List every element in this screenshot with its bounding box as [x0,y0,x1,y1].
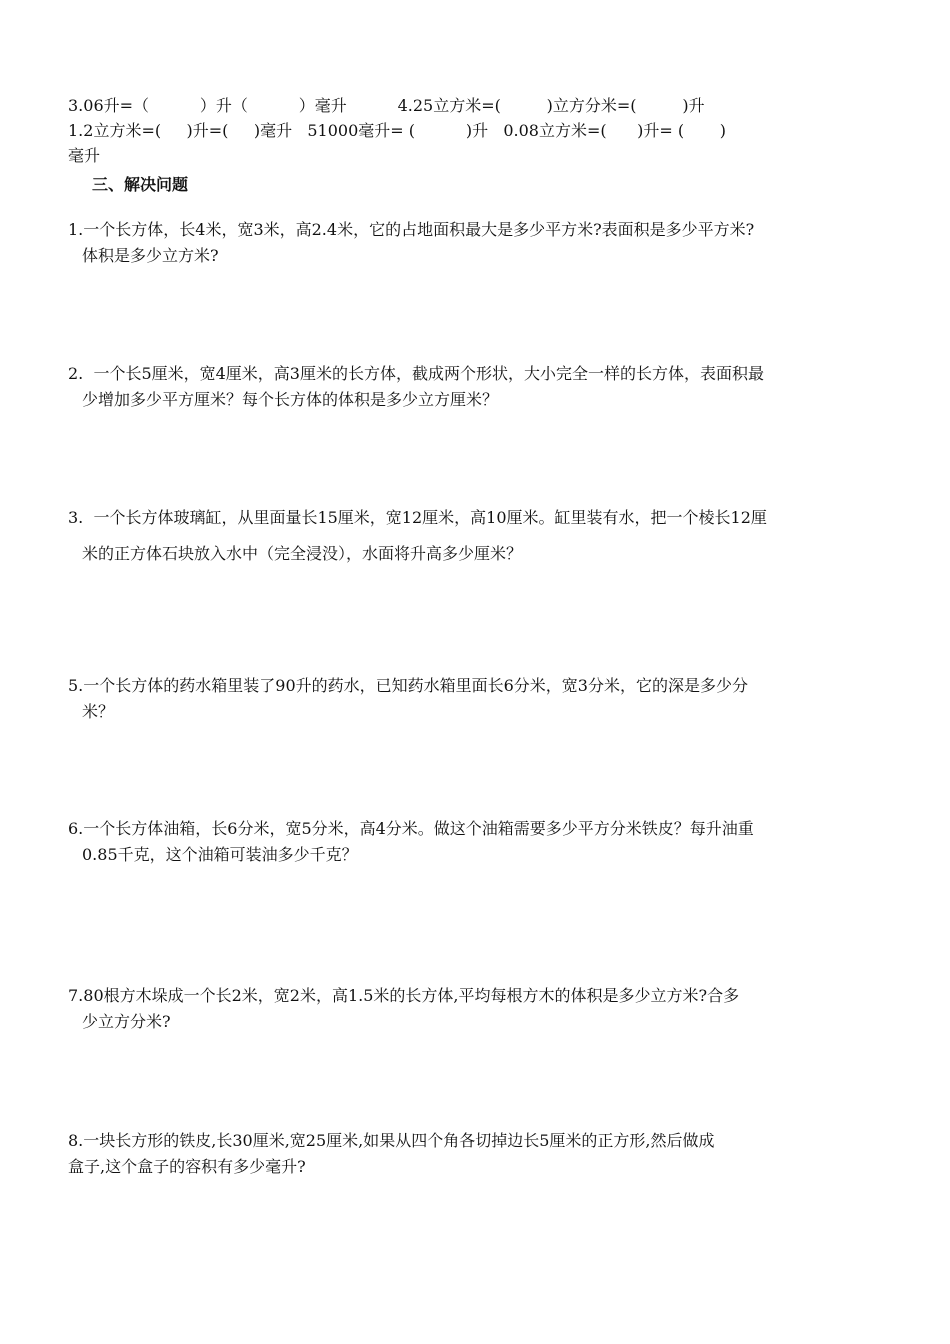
problem-1 [68,217,898,269]
problem-8-line-1: 8.一块长方形的铁皮,长30厘米,宽25厘米,如果从四个角各切掉边长5厘米的正方形,然后做成 [68,1131,715,1150]
conversion-line-1: 3.06升=（ ）升（ ）毫升 4.25立方米=( )立方分米=( )升 [68,96,705,115]
problem-1-line-1: 1.一个长方体，长4米，宽3米，高2.4米，它的占地面积最大是多少平方米?表面积是多少平方米? [68,220,755,239]
problem-6-line-1: 6.一个长方体油箱，长6分米，宽5分米，高4分米。做这个油箱需要多少平方分米铁皮？每升油重 [68,819,754,838]
problem-1-line-2: 体积是多少立方米? [82,246,219,265]
conversion-line-2: 1.2立方米=( )升=( )毫升 51000毫升= ( )升 0.08立方米=( )升= ( ) [68,121,726,140]
problem-2 [68,361,898,413]
problem-7 [68,983,898,1035]
problem-8 [68,1128,898,1180]
problem-3-line-2: 米的正方体石块放入水中（完全浸没），水面将升高多少厘米？ [82,544,523,563]
problem-3-line-1: 3. 一个长方体玻璃缸，从里面量长15厘米，宽12厘米，高10厘米。缸里装有水，把一个棱长12厘 [68,508,767,527]
problem-3 [68,500,898,572]
problem-5 [68,673,898,725]
problem-2-line-1: 2. 一个长5厘米，宽4厘米，高3厘米的长方体，截成两个形状，大小完全一样的长方体，表面积最 [68,364,764,383]
problem-5-line-2: 米？ [82,702,115,721]
problem-6 [68,816,898,868]
problem-7-line-1: 7.80根方木垛成一个长2米，宽2米，高1.5米的长方体,平均每根方木的体积是多少立方米?合多 [68,986,740,1005]
problem-8-line-2: 盒子,这个盒子的容积有多少毫升? [68,1157,306,1176]
problem-5-line-1: 5.一个长方体的药水箱里装了90升的药水，已知药水箱里面长6分米，宽3分米，它的深是多少分 [68,676,748,695]
problem-2-line-2: 少增加多少平方厘米？每个长方体的体积是多少立方厘米？ [82,390,499,409]
problem-7-line-2: 少立方分米? [82,1012,171,1031]
section-title: 三、解决问题 [92,175,189,194]
problem-6-line-2: 0.85千克，这个油箱可装油多少千克？ [82,845,358,864]
conversion-line-3: 毫升 [68,146,101,165]
